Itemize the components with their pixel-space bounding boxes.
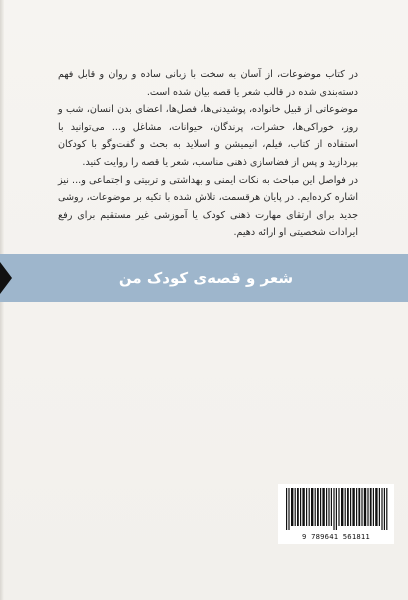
isbn-number: 9 789641 561811: [302, 532, 370, 541]
book-title: شعر و قصه‌ی کودک من: [118, 269, 294, 287]
triangle-marker-icon: [0, 262, 12, 294]
description-text: [58, 66, 358, 242]
barcode-icon: [286, 488, 388, 530]
paragraph-2: موضوعاتی از قبیل خانواده، پوشیدنی‌ها، فصل‌ها، اعضای بدن انسان، شب و روز، خوراکی‌ها، حشرات، پرندگان، حیوانات، مشاغل و... می‌توانید با استفاده از کتاب، فیلم، انیمیشن و اسلاید به بحث و گفت‌وگو با کودکان بپردازید و پس از فضاسازی ذهنی مناسب، شعر یا قصه را روایت کنید.: [58, 104, 358, 168]
paragraph-1: در کتاب موضوعات، از آسان به سخت با زبانی ساده و روان و قابل فهم دسته‌بندی شده در قالب شعر یا قصه بیان شده است.: [58, 69, 358, 98]
paragraph-3: در فواصل این مباحث به نکات ایمنی و بهداشتی و تربیتی و اجتماعی و... نیز اشاره کرده‌ایم. در پایان هرقسمت، تلاش شده با تکیه بر موضوعات، روشی جدید برای ارتقای مهارت ذهنی کودک یا آموزشی غیر مستقیم برای رفع ایرادات شخصیتی او ارائه دهیم.: [58, 174, 358, 239]
